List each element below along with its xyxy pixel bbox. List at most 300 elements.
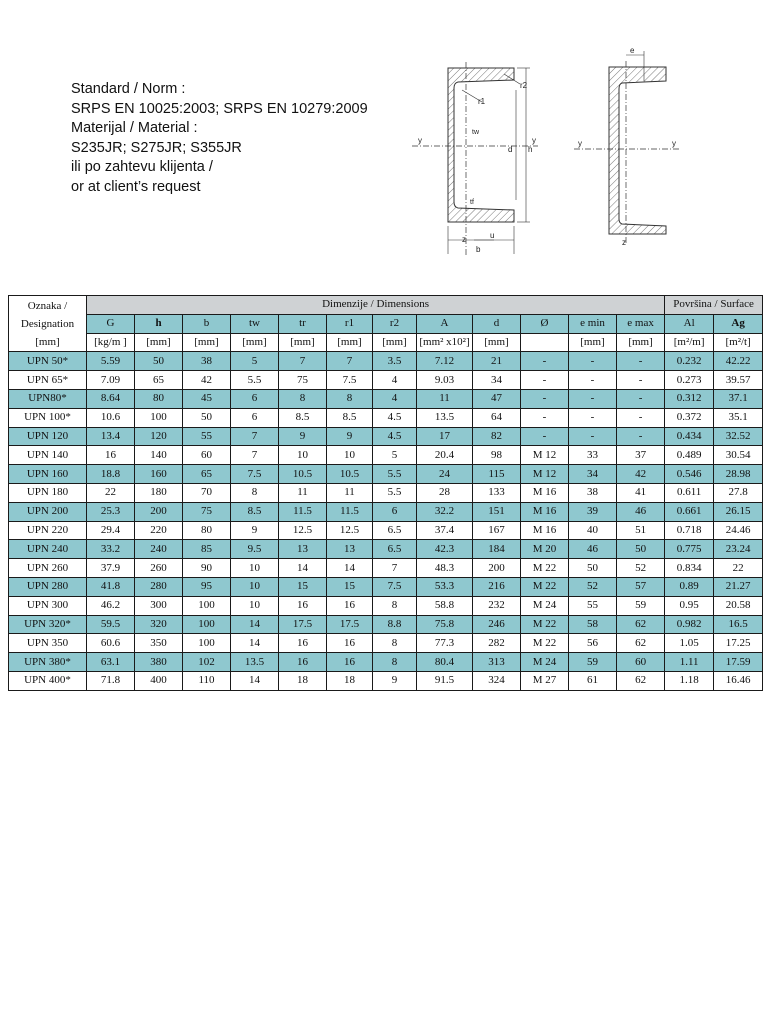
standard-value: SRPS EN 10025:2003; SRPS EN 10279:2009	[71, 100, 368, 117]
table-cell: 63.1	[87, 653, 135, 672]
table-cell: 4	[373, 371, 417, 390]
table-cell: 71.8	[87, 671, 135, 690]
table-cell: 167	[473, 521, 521, 540]
table-cell: 60	[183, 446, 231, 465]
table-cell: 10	[279, 446, 327, 465]
designation-cell: UPN 200	[9, 502, 87, 521]
table-cell: -	[569, 371, 617, 390]
table-cell: 30.54	[714, 446, 763, 465]
table-cell: 15	[327, 577, 373, 596]
table-cell: 7	[373, 559, 417, 578]
table-cell: 90	[183, 559, 231, 578]
table-cell: 80.4	[417, 653, 473, 672]
designation-cell: UPN 320*	[9, 615, 87, 634]
table-cell: 60.6	[87, 634, 135, 653]
table-cell: 56	[569, 634, 617, 653]
table-cell: 8	[373, 634, 417, 653]
table-cell: -	[569, 427, 617, 446]
tf-label: tf	[470, 199, 474, 206]
table-cell: 8.64	[87, 389, 135, 408]
table-cell: 110	[183, 671, 231, 690]
table-cell: 9.03	[417, 371, 473, 390]
column-header-11: e max	[617, 314, 665, 333]
table-cell: 5	[373, 446, 417, 465]
channel-section-drawing-e	[574, 45, 684, 245]
table-cell: 55	[183, 427, 231, 446]
table-cell: 7	[327, 352, 373, 371]
table-cell: 16.46	[714, 671, 763, 690]
table-row	[9, 634, 763, 653]
column-header-7: A	[417, 314, 473, 333]
table-cell: 25.3	[87, 502, 135, 521]
table-body	[9, 352, 763, 690]
table-row	[9, 371, 763, 390]
table-cell: 85	[183, 540, 231, 559]
table-cell: 29.4	[87, 521, 135, 540]
table-cell: 65	[183, 465, 231, 484]
table-cell: 9	[373, 671, 417, 690]
table-cell: 6	[231, 389, 279, 408]
table-cell: 45	[183, 389, 231, 408]
table-row	[9, 408, 763, 427]
d-label: d	[508, 145, 513, 154]
table-cell: 7	[279, 352, 327, 371]
table-cell: 16	[327, 634, 373, 653]
table-cell: 10.5	[327, 465, 373, 484]
table-cell: 17	[417, 427, 473, 446]
table-cell: 1.11	[665, 653, 714, 672]
table-cell: 8.5	[279, 408, 327, 427]
column-header-6: r2	[373, 314, 417, 333]
table-cell: 33	[569, 446, 617, 465]
designation-header-line-3: [mm]	[35, 335, 60, 348]
table-cell: 8.5	[327, 408, 373, 427]
unit-header-0: [kg/m ]	[87, 333, 135, 352]
table-cell: 38	[569, 483, 617, 502]
table-cell: 16	[87, 446, 135, 465]
table-cell: 46	[569, 540, 617, 559]
table-cell: 22	[87, 483, 135, 502]
y-axis-right-label-e: y	[672, 139, 676, 148]
table-cell: 246	[473, 615, 521, 634]
designation-cell: UPN 350	[9, 634, 87, 653]
table-cell: 7	[231, 427, 279, 446]
table-cell: 13.5	[417, 408, 473, 427]
table-cell: 34	[473, 371, 521, 390]
h-label: h	[528, 145, 533, 154]
table-cell: 10	[327, 446, 373, 465]
column-header-4: tr	[279, 314, 327, 333]
table-cell: 10	[231, 577, 279, 596]
table-cell: 42	[617, 465, 665, 484]
table-cell: M 12	[521, 465, 569, 484]
table-cell: 280	[135, 577, 183, 596]
material-label: Materijal / Material :	[71, 120, 198, 136]
designation-cell: UPN 240	[9, 540, 87, 559]
y-axis-right-label: y	[532, 136, 536, 145]
y-axis-left-label: y	[418, 136, 422, 145]
table-cell: 9	[327, 427, 373, 446]
table-cell: 7.5	[231, 465, 279, 484]
unit-header-9	[521, 333, 569, 352]
table-cell: 151	[473, 502, 521, 521]
table-cell: 52	[569, 577, 617, 596]
table-row	[9, 615, 763, 634]
table-cell: 16	[279, 596, 327, 615]
designation-cell: UPN 65*	[9, 371, 87, 390]
column-header-5: r1	[327, 314, 373, 333]
table-cell: 46.2	[87, 596, 135, 615]
column-header-10: e min	[569, 314, 617, 333]
table-cell: 64	[473, 408, 521, 427]
table-cell: M 24	[521, 596, 569, 615]
table-cell: 42.3	[417, 540, 473, 559]
table-cell: 0.312	[665, 389, 714, 408]
table-cell: 59.5	[87, 615, 135, 634]
table-cell: 0.661	[665, 502, 714, 521]
table-row	[9, 540, 763, 559]
table-cell: 4	[373, 389, 417, 408]
unit-header-11: [mm]	[617, 333, 665, 352]
table-cell: 16	[279, 634, 327, 653]
table-cell: 62	[617, 615, 665, 634]
table-cell: 282	[473, 634, 521, 653]
table-cell: 0.434	[665, 427, 714, 446]
table-cell: 24	[417, 465, 473, 484]
table-cell: 120	[135, 427, 183, 446]
table-cell: 8	[373, 653, 417, 672]
table-cell: 5	[231, 352, 279, 371]
designation-cell: UPN80*	[9, 389, 87, 408]
table-cell: 115	[473, 465, 521, 484]
designation-cell: UPN 120	[9, 427, 87, 446]
table-cell: 70	[183, 483, 231, 502]
table-cell: 200	[135, 502, 183, 521]
table-cell: 3.5	[373, 352, 417, 371]
column-header-3: tw	[231, 314, 279, 333]
table-row	[9, 427, 763, 446]
table-cell: 28	[417, 483, 473, 502]
table-cell: 0.489	[665, 446, 714, 465]
table-cell: 140	[135, 446, 183, 465]
table-row	[9, 352, 763, 371]
table-cell: 6	[373, 502, 417, 521]
table-cell: 10	[231, 559, 279, 578]
unit-header-7: [mm² x10²]	[417, 333, 473, 352]
table-cell: 12.5	[327, 521, 373, 540]
client-request-line-1: ili po zahtevu klijenta /	[71, 159, 213, 175]
table-cell: 100	[183, 634, 231, 653]
dimensions-header: Dimenzije / Dimensions	[87, 296, 665, 315]
table-cell: 200	[473, 559, 521, 578]
table-cell: M 22	[521, 559, 569, 578]
table-cell: M 22	[521, 615, 569, 634]
designation-cell: UPN 100*	[9, 408, 87, 427]
unit-header-13: [m²/t]	[714, 333, 763, 352]
table-row	[9, 577, 763, 596]
designation-header-line-2: Designation	[20, 317, 75, 330]
table-cell: 0.95	[665, 596, 714, 615]
table-cell: 20.4	[417, 446, 473, 465]
table-cell: 11.5	[279, 502, 327, 521]
table-cell: 16	[327, 653, 373, 672]
table-cell: 21.27	[714, 577, 763, 596]
table-cell: 75	[279, 371, 327, 390]
y-axis-left-label-e: y	[578, 139, 582, 148]
table-cell: 58.8	[417, 596, 473, 615]
table-cell: 40	[569, 521, 617, 540]
table-cell: 400	[135, 671, 183, 690]
table-cell: 91.5	[417, 671, 473, 690]
table-cell: 184	[473, 540, 521, 559]
e-label: e	[630, 46, 635, 55]
table-cell: 14	[231, 634, 279, 653]
table-row	[9, 483, 763, 502]
table-cell: 9	[279, 427, 327, 446]
table-cell: 8	[279, 389, 327, 408]
designation-cell: UPN 50*	[9, 352, 87, 371]
table-cell: 11	[279, 483, 327, 502]
table-cell: 5.5	[373, 465, 417, 484]
table-cell: 7.5	[373, 577, 417, 596]
z-axis-label: z	[462, 235, 466, 244]
upn-dimensions-table-wrap	[8, 295, 761, 691]
table-cell: 95	[183, 577, 231, 596]
table-cell: 1.18	[665, 671, 714, 690]
table-cell: 11	[327, 483, 373, 502]
table-cell: M 20	[521, 540, 569, 559]
table-cell: 0.982	[665, 615, 714, 634]
table-cell: M 16	[521, 483, 569, 502]
table-cell: 0.834	[665, 559, 714, 578]
table-cell: 75.8	[417, 615, 473, 634]
table-cell: 75	[183, 502, 231, 521]
designation-cell: UPN 380*	[9, 653, 87, 672]
table-cell: 13.4	[87, 427, 135, 446]
table-cell: 240	[135, 540, 183, 559]
table-cell: 33.2	[87, 540, 135, 559]
table-cell: 20.58	[714, 596, 763, 615]
surface-header: Površina / Surface	[665, 296, 763, 315]
table-cell: 18	[279, 671, 327, 690]
table-cell: 0.546	[665, 465, 714, 484]
unit-header-1: [mm]	[135, 333, 183, 352]
column-header-9: Ø	[521, 314, 569, 333]
table-cell: 17.25	[714, 634, 763, 653]
table-row	[9, 521, 763, 540]
table-cell: 14	[279, 559, 327, 578]
table-cell: 39.57	[714, 371, 763, 390]
table-cell: 18.8	[87, 465, 135, 484]
table-cell: 13	[279, 540, 327, 559]
table-cell: 9	[231, 521, 279, 540]
table-cell: 51	[617, 521, 665, 540]
table-cell: 180	[135, 483, 183, 502]
table-cell: 14	[327, 559, 373, 578]
table-cell: 11	[417, 389, 473, 408]
table-cell: -	[617, 427, 665, 446]
table-cell: 10.6	[87, 408, 135, 427]
table-cell: 232	[473, 596, 521, 615]
table-row	[9, 502, 763, 521]
table-cell: 58	[569, 615, 617, 634]
r1-label: r1	[478, 97, 486, 106]
column-header-13: Ag	[714, 314, 763, 333]
table-cell: 8	[231, 483, 279, 502]
table-cell: 9.5	[231, 540, 279, 559]
designation-cell: UPN 140	[9, 446, 87, 465]
table-row	[9, 465, 763, 484]
table-cell: 46	[617, 502, 665, 521]
table-cell: 16.5	[714, 615, 763, 634]
table-cell: 100	[135, 408, 183, 427]
table-cell: 37	[617, 446, 665, 465]
table-cell: 0.611	[665, 483, 714, 502]
unit-header-2: [mm]	[183, 333, 231, 352]
table-cell: 24.46	[714, 521, 763, 540]
table-cell: -	[617, 371, 665, 390]
designation-cell: UPN 400*	[9, 671, 87, 690]
table-row	[9, 596, 763, 615]
table-cell: 26.15	[714, 502, 763, 521]
designation-cell: UPN 260	[9, 559, 87, 578]
table-cell: -	[521, 427, 569, 446]
unit-header-8: [mm]	[473, 333, 521, 352]
table-cell: 0.273	[665, 371, 714, 390]
table-row	[9, 653, 763, 672]
table-cell: 98	[473, 446, 521, 465]
table-cell: 37.1	[714, 389, 763, 408]
table-cell: 55	[569, 596, 617, 615]
table-cell: 8	[327, 389, 373, 408]
table-cell: 5.59	[87, 352, 135, 371]
table-cell: 22	[714, 559, 763, 578]
unit-header-row	[9, 333, 763, 352]
table-cell: -	[617, 352, 665, 371]
designation-cell: UPN 220	[9, 521, 87, 540]
column-header-12: Al	[665, 314, 714, 333]
table-cell: 5.5	[231, 371, 279, 390]
table-cell: M 22	[521, 577, 569, 596]
designation-cell: UPN 160	[9, 465, 87, 484]
table-cell: 8.8	[373, 615, 417, 634]
table-cell: 300	[135, 596, 183, 615]
standard-label: Standard / Norm :	[71, 81, 186, 97]
b-label: b	[476, 245, 481, 254]
table-cell: 48.3	[417, 559, 473, 578]
table-cell: M 16	[521, 521, 569, 540]
table-cell: 0.775	[665, 540, 714, 559]
table-cell: -	[617, 408, 665, 427]
table-cell: 23.24	[714, 540, 763, 559]
table-cell: 61	[569, 671, 617, 690]
table-cell: 35.1	[714, 408, 763, 427]
table-cell: 62	[617, 634, 665, 653]
table-cell: 21	[473, 352, 521, 371]
table-cell: -	[617, 389, 665, 408]
table-cell: 27.8	[714, 483, 763, 502]
table-cell: 17.5	[327, 615, 373, 634]
column-header-1: h	[135, 314, 183, 333]
unit-header-6: [mm]	[373, 333, 417, 352]
table-cell: 8.5	[231, 502, 279, 521]
unit-header-4: [mm]	[279, 333, 327, 352]
table-cell: 220	[135, 521, 183, 540]
table-cell: 37.9	[87, 559, 135, 578]
table-cell: 160	[135, 465, 183, 484]
table-cell: 260	[135, 559, 183, 578]
table-cell: 0.372	[665, 408, 714, 427]
tw-label: tw	[472, 129, 479, 136]
table-cell: 0.89	[665, 577, 714, 596]
table-cell: 16	[327, 596, 373, 615]
table-cell: -	[521, 371, 569, 390]
table-cell: 8	[373, 596, 417, 615]
table-cell: 50	[617, 540, 665, 559]
table-cell: 100	[183, 596, 231, 615]
upn-dimensions-table	[8, 295, 763, 691]
r2-label: r2	[520, 81, 528, 90]
table-cell: 5.5	[373, 483, 417, 502]
table-cell: -	[521, 352, 569, 371]
table-cell: 50	[569, 559, 617, 578]
column-header-2: b	[183, 314, 231, 333]
table-cell: -	[521, 389, 569, 408]
table-cell: 7	[231, 446, 279, 465]
table-cell: 50	[135, 352, 183, 371]
table-cell: 57	[617, 577, 665, 596]
table-row	[9, 446, 763, 465]
table-cell: 13	[327, 540, 373, 559]
table-cell: 77.3	[417, 634, 473, 653]
table-cell: 17.59	[714, 653, 763, 672]
table-cell: 18	[327, 671, 373, 690]
table-cell: 16	[279, 653, 327, 672]
table-cell: 50	[183, 408, 231, 427]
table-cell: 39	[569, 502, 617, 521]
table-cell: -	[569, 389, 617, 408]
table-cell: 42	[183, 371, 231, 390]
unit-header-10: [mm]	[569, 333, 617, 352]
table-cell: 380	[135, 653, 183, 672]
table-cell: 14	[231, 615, 279, 634]
table-row	[9, 671, 763, 690]
table-cell: 11.5	[327, 502, 373, 521]
table-cell: 62	[617, 671, 665, 690]
table-cell: 53.3	[417, 577, 473, 596]
unit-header-3: [mm]	[231, 333, 279, 352]
table-cell: 80	[183, 521, 231, 540]
table-cell: 38	[183, 352, 231, 371]
table-cell: 17.5	[279, 615, 327, 634]
table-cell: 60	[617, 653, 665, 672]
table-cell: -	[521, 408, 569, 427]
table-cell: 10	[231, 596, 279, 615]
table-cell: 350	[135, 634, 183, 653]
table-cell: 0.718	[665, 521, 714, 540]
table-cell: M 12	[521, 446, 569, 465]
table-cell: 100	[183, 615, 231, 634]
table-cell: 7.5	[327, 371, 373, 390]
material-value: S235JR; S275JR; S355JR	[71, 139, 242, 156]
table-cell: 4.5	[373, 408, 417, 427]
unit-header-12: [m²/m]	[665, 333, 714, 352]
table-row	[9, 389, 763, 408]
column-header-8: d	[473, 314, 521, 333]
table-cell: 324	[473, 671, 521, 690]
table-cell: 59	[569, 653, 617, 672]
table-cell: 102	[183, 653, 231, 672]
